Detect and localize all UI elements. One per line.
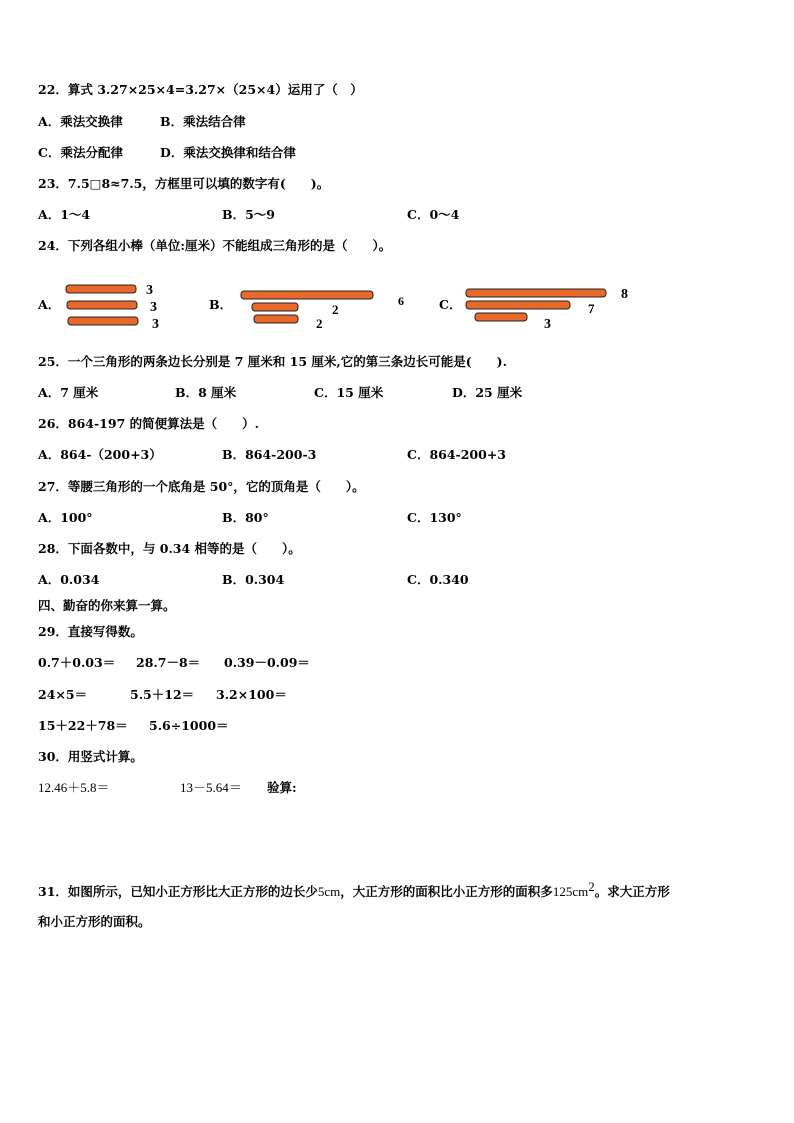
q24-option-a-label: A． xyxy=(38,297,61,312)
stick xyxy=(241,291,373,299)
stick-length-label: 3 xyxy=(150,300,157,315)
stick xyxy=(254,315,298,323)
stick-length-label: 3 xyxy=(152,317,159,332)
q31-superscript: 2 xyxy=(588,879,595,894)
stick xyxy=(66,285,136,293)
q31-line-1 xyxy=(38,879,670,900)
stick xyxy=(68,317,138,325)
q27-option-a: A．100° xyxy=(38,510,93,525)
q29-expr: 0.39－0.09＝ xyxy=(224,655,310,670)
q29-expr: 28.7－8＝ xyxy=(136,655,201,670)
q26-stem: 26．864-197 的简便算法是（ ）. xyxy=(38,416,259,431)
stick xyxy=(252,303,298,311)
q30-stem: 30．用竖式计算。 xyxy=(38,749,143,764)
q26-option-c: C．864-200+3 xyxy=(407,447,506,462)
q28-stem: 28．下面各数中，与 0.34 相等的是（ ）。 xyxy=(38,541,301,556)
q24-option-c-label: C． xyxy=(439,297,462,312)
q31-text: 31．如图所示，已知小正方形比大正方形的边长少 xyxy=(38,884,318,900)
q25-option-d: D．25 厘米 xyxy=(452,385,523,400)
q23-stem: 23．7.5□8≈7.5，方框里可以填的数字有( )。 xyxy=(38,176,330,191)
q29-expr: 3.2×100＝ xyxy=(216,687,287,702)
q29-expr: 5.5＋12＝ xyxy=(130,687,195,702)
q30-check-label: 验算: xyxy=(267,780,297,795)
q31-line-2: 和小正方形的面积。 xyxy=(38,914,151,929)
q25-option-a: A．7 厘米 xyxy=(38,385,99,400)
q31-value: 5cm xyxy=(317,884,341,900)
stick-length-label: 8 xyxy=(621,287,628,302)
q25-option-b: B．8 厘米 xyxy=(175,385,237,400)
q30-expr-1: 12.46＋5.8＝ xyxy=(38,780,110,795)
q29-expr: 0.7＋0.03＝ xyxy=(38,655,116,670)
stick-length-label: 3 xyxy=(146,283,153,298)
q24-sticks-a xyxy=(60,280,180,332)
q23-option-b: B．5～9 xyxy=(222,207,275,222)
q28-option-a: A．0.034 xyxy=(38,572,100,587)
q22-option-a: A．乘法交换律 xyxy=(38,114,123,129)
q30-expr-2: 13－5.64＝ xyxy=(180,780,242,795)
q28-option-c: C．0.340 xyxy=(407,572,469,587)
q22-option-c: C．乘法分配律 xyxy=(38,145,123,160)
q29-expr: 5.6÷1000＝ xyxy=(149,718,229,733)
q29-expr: 24×5＝ xyxy=(38,687,88,702)
stick xyxy=(475,313,527,321)
q24-sticks-b xyxy=(235,284,415,332)
q31-text: 。求大正方形 xyxy=(594,884,670,900)
q23-option-c: C．0～4 xyxy=(407,207,460,222)
q23-option-a: A．1～4 xyxy=(38,207,91,222)
q31-text: ，大正方形的面积比小正方形的面积多 xyxy=(340,884,553,900)
stick-length-label: 2 xyxy=(316,316,323,331)
stick-length-label: 6 xyxy=(398,294,404,308)
section-heading: 四、勤奋的你来算一算。 xyxy=(38,598,176,613)
stick xyxy=(466,289,606,297)
q28-option-b: B．0.304 xyxy=(222,572,285,587)
q22-stem: 22．算式 3.27×25×4=3.27×（25×4）运用了（ ） xyxy=(38,82,363,97)
stick-length-label: 7 xyxy=(588,301,595,316)
q31-value: 125cm xyxy=(552,884,589,900)
q26-option-a: A．864-（200+3） xyxy=(38,447,162,462)
stick xyxy=(466,301,570,309)
q27-option-b: B．80° xyxy=(222,510,269,525)
q22-option-d: D．乘法交换律和结合律 xyxy=(160,145,296,160)
q24-stem: 24．下列各组小棒（单位:厘米）不能组成三角形的是（ ）。 xyxy=(38,238,392,253)
q25-stem: 25．一个三角形的两条边长分别是 7 厘米和 15 厘米,它的第三条边长可能是( ). xyxy=(38,354,507,369)
stick-length-label: 3 xyxy=(544,317,551,332)
q29-stem: 29．直接写得数。 xyxy=(38,624,143,639)
q29-expr: 15＋22＋78＝ xyxy=(38,718,128,733)
stick-length-label: 2 xyxy=(332,302,339,317)
q27-stem: 27．等腰三角形的一个底角是 50°，它的顶角是（ ）。 xyxy=(38,479,365,494)
q27-option-c: C．130° xyxy=(407,510,462,525)
q25-option-c: C．15 厘米 xyxy=(314,385,384,400)
q22-option-b: B．乘法结合律 xyxy=(160,114,246,129)
stick xyxy=(67,301,137,309)
q26-option-b: B．864-200-3 xyxy=(222,447,317,462)
q24-sticks-c xyxy=(460,282,640,332)
q24-option-b-label: B． xyxy=(209,297,233,312)
